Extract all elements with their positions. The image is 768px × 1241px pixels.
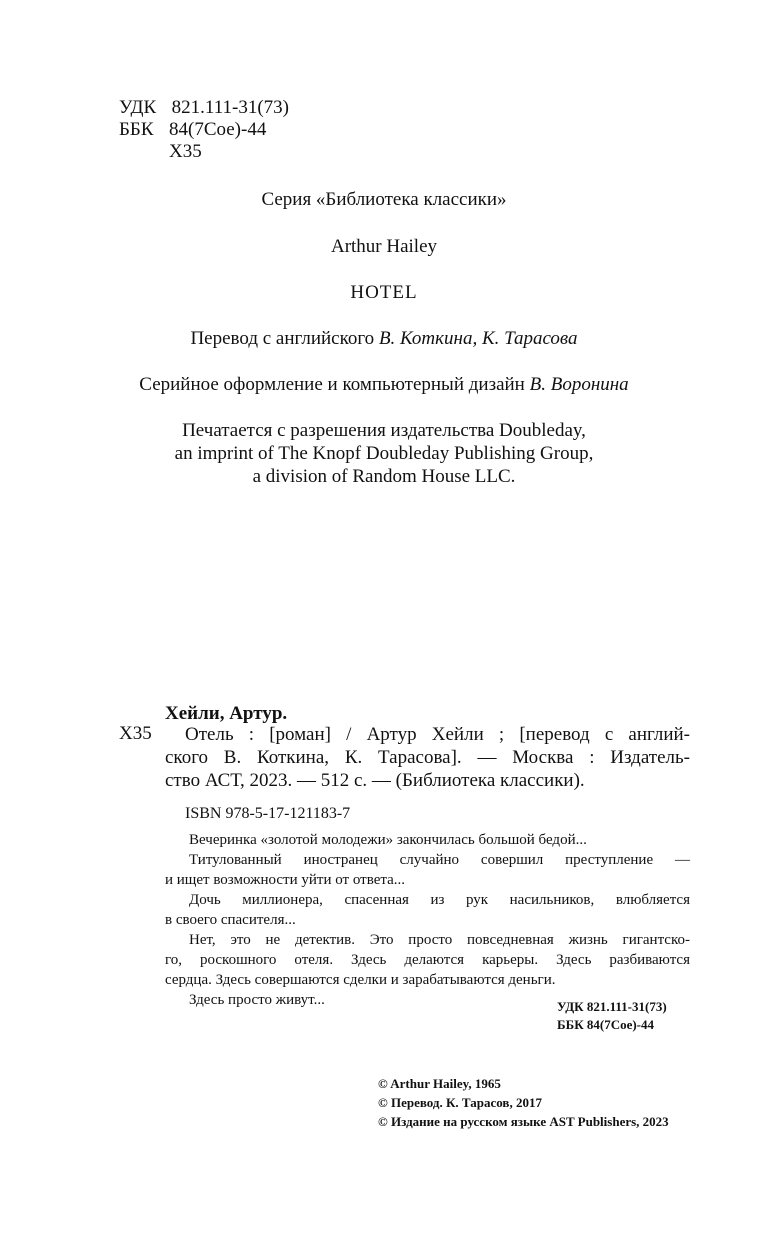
translator-names: В. Коткина, К. Тарасова	[378, 328, 578, 349]
annotation-line: Вечеринка «золотой молодежи» закончилась большой бедой...	[189, 832, 587, 848]
series-line: Серия «Библиотека классики»	[261, 189, 507, 210]
catalog-line: ство АСТ, 2023. — 512 с. — (Библиотека классики).	[165, 770, 585, 791]
udk-line	[119, 97, 289, 119]
original-author: Arthur Hailey	[330, 236, 438, 257]
udk-value: 821.111-31(73)	[171, 97, 289, 118]
classification-codes	[557, 998, 667, 1034]
catalog-description	[165, 723, 690, 792]
annotation-line: и ищет возможности уйти от ответа...	[165, 872, 406, 888]
catalog-mark: Х35	[119, 723, 152, 744]
copyright-line: © Издание на русском языке AST Publishers, 2023	[378, 1114, 669, 1129]
annotation-line: сердца. Здесь совершаются сделки и зарабатываются деньги.	[165, 972, 556, 988]
catalog-heading: Хейли, Артур.	[165, 703, 288, 724]
translation-credit	[0, 328, 768, 350]
bbk-label: ББК	[119, 119, 154, 140]
annotation-line: Здесь просто живут...	[189, 992, 325, 1008]
copyright-block	[378, 1074, 669, 1131]
bbk-value: 84(7Сое)-44	[169, 119, 267, 140]
original-title: HOTEL	[350, 282, 418, 303]
annotation-line: го, роскошного отеля. Здесь делаются карьеры. Здесь разбиваются	[165, 952, 690, 968]
design-credit	[0, 374, 768, 396]
classification-block	[119, 97, 289, 163]
annotation	[165, 830, 690, 1010]
annotation-line: Нет, это не детектив. Это просто повседневная жизнь гигантско-	[189, 932, 690, 948]
annotation-line: Титулованный иностранец случайно совершил преступление —	[189, 852, 690, 868]
annotation-line: Дочь миллионера, спасенная из рук насильников, влюбляется	[189, 892, 690, 908]
license-line: Печатается с разрешения издательства Doubleday,	[182, 420, 586, 441]
udk-label: УДК	[119, 97, 157, 118]
copyright-line: © Arthur Hailey, 1965	[378, 1076, 501, 1091]
catalog-line: Отель : [роман] / Артур Хейли ; [перевод с англий-	[185, 724, 690, 745]
designer-name: В. Воронина	[529, 374, 629, 395]
bbk-code: ББК 84(7Сое)-44	[557, 1017, 655, 1032]
license-line: an imprint of The Knopf Doubleday Publishing Group,	[174, 443, 594, 464]
author-mark: Х35	[169, 141, 202, 162]
license-line: a division of Random House LLC.	[252, 466, 516, 487]
design-prefix: Серийное оформление и компьютерный дизайн	[139, 374, 530, 395]
isbn: ISBN 978-5-17-121183-7	[185, 805, 351, 822]
udk-code: УДК 821.111-31(73)	[557, 999, 667, 1014]
catalog-line: ского В. Коткина, К. Тарасова]. — Москва : Издатель-	[165, 747, 690, 768]
annotation-line: в своего спасителя...	[165, 912, 296, 928]
translation-prefix: Перевод с английского	[190, 328, 379, 349]
bbk-line	[119, 119, 289, 141]
license-block	[0, 419, 768, 488]
copyright-line: © Перевод. К. Тарасов, 2017	[378, 1095, 542, 1110]
